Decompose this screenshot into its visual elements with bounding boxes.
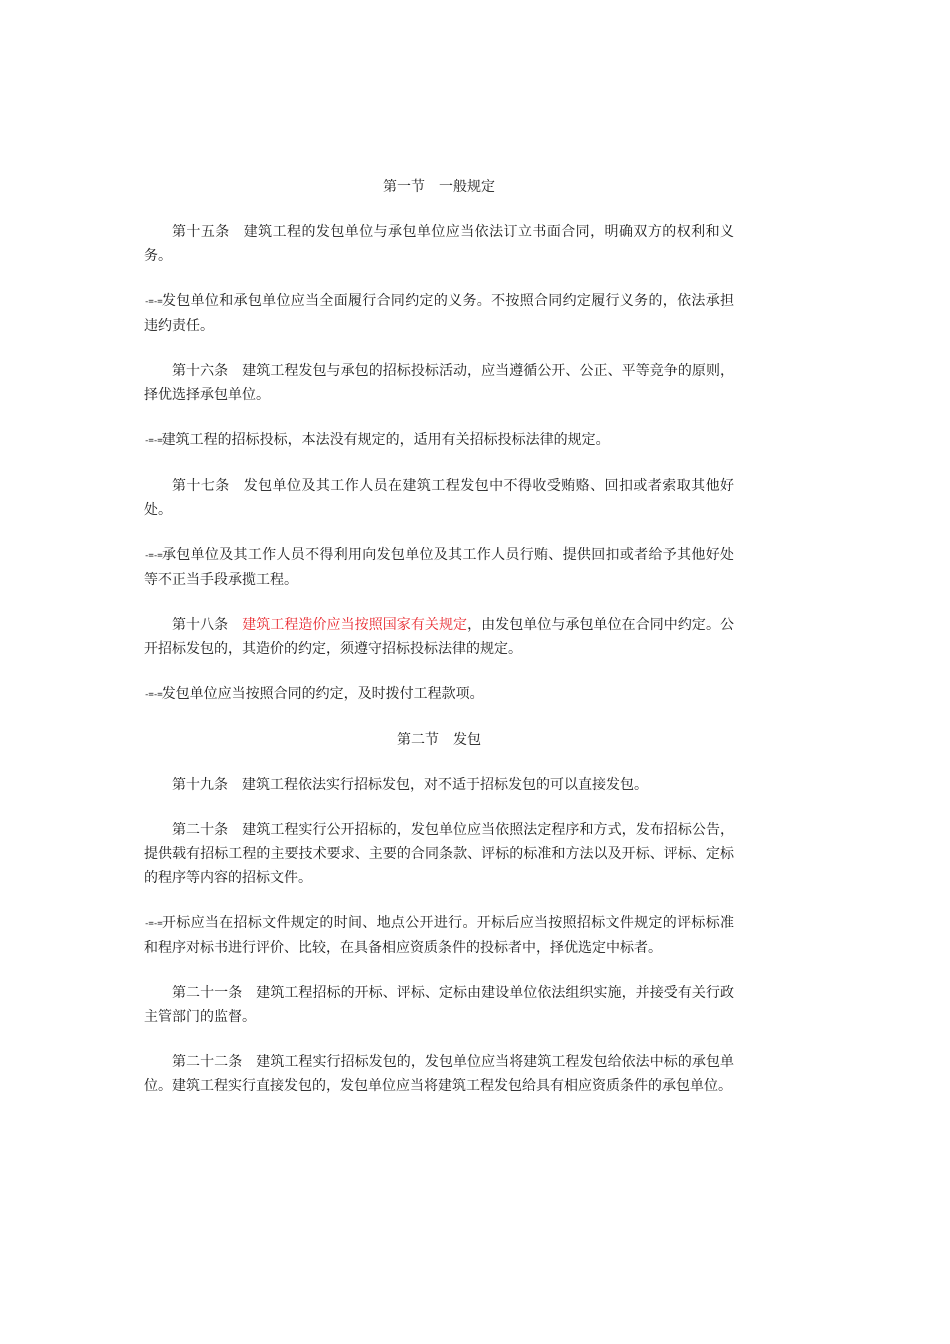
continuation-text: 建筑工程的招标投标，本法没有规定的，适用有关招标投标法律的规定。 [161,432,610,448]
article-16 [144,359,734,407]
article-text: ，由发包单位与承包单位在合同中约定。公开招标发包的，其造价的约定，须遵守招标投标法律的规定。 [144,617,735,657]
section-heading-contracting: 第二节 发包 [397,732,481,748]
document-page [144,176,734,1098]
continuation-text: 开标应当在招标文件规定的时间、地点公开进行。开标后应当按照招标文件规定的评标标准和程序对标书进行评价、比较，在具备相应资质条件的投标者中，择优选定中标者。 [144,915,734,956]
paragraph-marker: -=-= [144,551,162,561]
article-19 [144,773,734,797]
article-15-continuation [144,289,734,338]
article-text: 建筑工程实行招标发包的，发包单位应当将建筑工程发包给依法中标的承包单位。建筑工程实行直接发包的，发包单位应当将建筑工程发包给具有相应资质条件的承包单位。 [144,1054,735,1094]
article-number: 第二十二条 [172,1054,243,1070]
highlighted-text: 建筑工程造价应当按照国家有关规定 [242,617,468,633]
continuation-text: 承包单位及其工作人员不得利用向发包单位及其工作人员行贿、提供回扣或者给予其他好处等不正当手段承揽工程。 [144,547,734,588]
paragraph-marker: -=-= [144,690,162,700]
article-text: 发包单位及其工作人员在建筑工程发包中不得收受贿赂、回扣或者索取其他好处。 [144,478,735,518]
article-number: 第十六条 [172,363,229,379]
article-text: 建筑工程的发包单位与承包单位应当依法订立书面合同，明确双方的权利和义务。 [144,224,735,264]
article-18 [144,613,734,661]
section-heading-general: 第一节 一般规定 [383,179,495,195]
paragraph-marker: -=-= [144,919,162,929]
article-15 [144,220,734,268]
article-text: 建筑工程依法实行招标发包，对不适于招标发包的可以直接发包。 [242,777,648,793]
article-17-continuation [144,543,734,592]
article-number: 第十七条 [172,478,230,494]
article-21 [144,981,734,1029]
article-20-continuation [144,911,734,960]
article-number: 第十五条 [172,224,230,240]
continuation-text: 发包单位和承包单位应当全面履行合同约定的义务。不按照合同约定履行义务的，依法承担违约责任。 [144,293,734,334]
article-number: 第二十一条 [172,985,243,1001]
article-number: 第十八条 [172,617,229,633]
article-number: 第十九条 [172,777,228,793]
paragraph-marker: -=-= [144,436,162,446]
article-17 [144,474,734,522]
article-number: 第二十条 [172,822,229,838]
paragraph-marker: -=-= [144,297,162,307]
article-16-continuation [144,428,734,453]
article-text: 建筑工程发包与承包的招标投标活动，应当遵循公开、公正、平等竞争的原则，择优选择承包单位。 [144,363,735,403]
article-22 [144,1050,734,1098]
continuation-text: 发包单位应当按照合同的约定，及时拨付工程款项。 [161,686,484,702]
article-text: 建筑工程实行公开招标的，发包单位应当依照法定程序和方式，发布招标公告，提供载有招标工程的主要技术要求、主要的合同条款、评标的标准和方法以及开标、评标、定标的程序等内容的招标文件。 [144,822,735,886]
article-20 [144,818,734,890]
article-text: 建筑工程招标的开标、评标、定标由建设单位依法组织实施，并接受有关行政主管部门的监督。 [144,985,735,1025]
article-18-continuation [144,682,734,707]
